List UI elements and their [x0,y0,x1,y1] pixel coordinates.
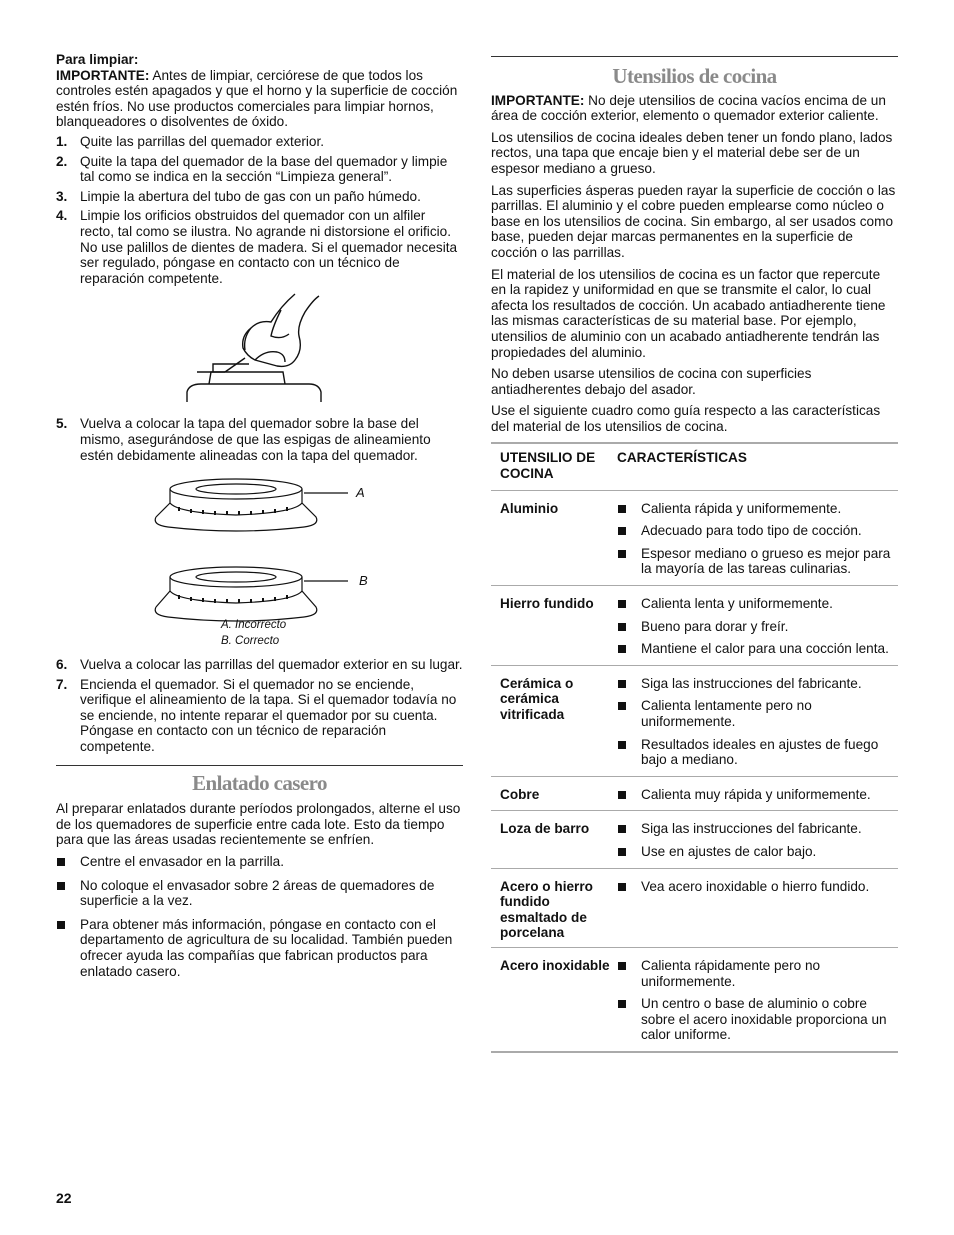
characteristics-list [617,879,898,895]
section-divider [491,56,898,57]
caption-b: B. Correcto [221,635,280,648]
step-text: Vuelva a colocar la tapa del quemador sobre la base del mismo, asegurándose de que las espigas de alineamiento estén debidamente alineadas con la tapa del quemador. [80,416,431,463]
characteristics-list [617,821,898,859]
figure-label-b: B [359,573,368,589]
cookware-paragraph: Los utensilios de cocina ideales deben tener un fondo plano, lados rectos, una tapa que encaje bien y el material debe ser de un espesor mediano a grueso. [491,129,893,176]
step-number: 3. [56,188,68,204]
cookware-paragraph: Use el siguiente cuadro como guía respecto a las características del material de los utensilios de cocina. [491,403,881,434]
canning-bullet-list [56,854,463,979]
list-item: Siga las instrucciones del fabricante. [617,676,898,692]
step-number: 7. [56,676,68,692]
table-row [491,665,898,776]
list-item: Espesor mediano o grueso es mejor para la mayoría de las tareas culinarias. [617,546,898,577]
list-item: Calienta muy rápida y uniformemente. [617,787,898,803]
step-item [56,657,463,673]
cleaning-important-note [56,68,463,130]
step-number: 4. [56,208,68,224]
utensil-name: Acero o hierro fundido esmaltado de porcelana [500,878,593,941]
characteristics-cell [617,821,898,861]
step-number: 5. [56,416,68,432]
cookware-section-title: Utensilios de cocina [612,64,777,88]
list-item: Adecuado para todo tipo de cocción. [617,523,898,539]
canning-section-title: Enlatado casero [192,770,327,795]
list-item: Un centro o base de aluminio o cobre sobre el acero inoxidable proporciona un calor uniforme. [617,996,898,1043]
step-text: Encienda el quemador. Si el quemador no se enciende, verifique el alineamiento de la tapa. Si el quemador todavía no se enciende, no intente reparar el quemador por su cuenta. Póngase en contacto con un técnico de reparación competente. [80,676,457,755]
list-item: Use en ajustes de calor bajo. [617,844,898,860]
list-item: Vea acero inoxidable o hierro fundido. [617,879,898,895]
step-text: Quite las parrillas del quemador exterior. [80,133,325,149]
table-header-row [491,444,898,490]
table-header-utensil: UTENSILIO DE COCINA [500,450,596,482]
cookware-table [491,442,898,1052]
cleaning-steps-final [56,657,463,755]
step-text: Quite la tapa del quemador de la base del quemador y limpie tal como se indica en la sección “Limpieza general”. [80,153,448,185]
step-number: 1. [56,133,68,149]
characteristics-cell [617,787,898,805]
cookware-important-note [491,93,898,124]
list-item: Calienta lenta y uniformemente. [617,596,898,612]
table-row [491,810,898,867]
step-item [56,416,463,463]
list-item: Calienta rápidamente pero no uniformemente. [617,958,898,989]
list-item: Mantiene el calor para una cocción lenta. [617,641,898,657]
page-number: 22 [56,1190,72,1206]
characteristics-cell [617,596,898,659]
canning-intro: Al preparar enlatados durante períodos prolongados, alterne el uso de los quemadores de superficie entre cada lote. Esto da tiempo para que las áreas usadas recientemente se enfríen. [56,801,461,848]
step-item [56,154,463,185]
step-number: 2. [56,153,68,169]
figure-captions [221,617,286,649]
step-item [56,189,463,205]
step-item [56,677,463,755]
step-item [56,208,463,286]
table-row [491,491,898,585]
utensil-name: Aluminio [500,500,559,516]
list-item: Centre el envasador en la parrilla. [56,854,463,870]
important-label: IMPORTANTE: [56,67,150,83]
step-number: 6. [56,657,68,673]
cookware-paragraph: Las superficies ásperas pueden rayar la superficie de cocción o las parrillas. El aluminio y el cobre pueden emplearse como núcleo o base en los utensilios de cocina. Sin embargo, al ser usados como base, pueden dejar marcas permanentes en la superficie de cocción o las parrillas. [491,182,896,260]
section-divider [56,765,463,766]
table-row [491,947,898,1051]
characteristics-list [617,787,898,803]
table-row [491,776,898,811]
table-header-characteristics: CARACTERÍSTICAS [617,450,747,466]
utensil-name: Hierro fundido [500,596,594,612]
important-text: Antes de limpiar, cerciórese de que todos los controles estén apagados y que el horno y la superficie de cocción estén fríos. No use productos comerciales para limpiar hornos, blanqueadores o disolventes de óxido. [56,67,458,130]
table-row [491,585,898,665]
characteristics-cell [617,676,898,770]
list-item: Calienta rápida y uniformemente. [617,501,898,517]
cookware-paragraph: El material de los utensilios de cocina es un factor que repercute en la rapidez y uniformidad en que se transmite el calor, lo cual afecta los resultados de cocción. Un acabado antiadherente tiene las mismas características de su material base. Por ejemplo, utensilios de aluminio con un acabado antiadherente tendrán las propiedades del aluminio. [491,266,886,360]
characteristics-list [617,596,898,657]
step-text: Vuelva a colocar las parrillas del quemador exterior en su lugar. [80,657,463,673]
right-column [491,56,898,1053]
list-item: Bueno para dorar y freír. [617,619,898,635]
list-item: Para obtener más información, póngase en contacto con el departamento de agricultura de su localidad. También pueden ofrecer ayuda las compañías que fabrican productos para enlatado casero. [56,917,463,979]
list-item: Resultados ideales en ajustes de fuego bajo a mediano. [617,737,898,768]
figure-label-a: A [356,485,365,501]
caption-a: A. Incorrecto [221,619,287,632]
cleaning-steps-continued [56,416,463,463]
burner-cap-figure [56,477,463,657]
important-text: No deje utensilios de cocina vacíos encima de un área de cocción exterior, elemento o quemador exterior caliente. [491,92,886,124]
step-text: Limpie los orificios obstruidos del quemador con un alfiler recto, tal como se ilustra. No agrande ni distorsione el orificio. No use palillos de dientes de madera. Si el quemador necesita ser regulado, póngase en contacto con un técnico de reparación competente. [80,208,458,286]
utensil-name: Cerámica o cerámica vitrificada [500,675,574,722]
utensil-name: Loza de barro [500,821,590,837]
list-item: Siga las instrucciones del fabricante. [617,821,898,837]
characteristics-cell [617,879,898,941]
left-column [56,52,463,987]
burner-cap-illustration [148,477,368,637]
utensil-name: Cobre [500,786,540,802]
characteristics-list [617,676,898,768]
utensil-name: Acero inoxidable [500,957,610,973]
cookware-paragraph: No deben usarse utensilios de cocina con superficies antiadherentes debajo del asador. [491,366,812,397]
table-body [491,491,898,1051]
list-item: Calienta lentamente pero no uniformemente. [617,698,898,729]
list-item: No coloque el envasador sobre 2 áreas de quemadores de superficie a la vez. [56,878,463,909]
cleaning-header: Para limpiar: [56,52,139,67]
hand-cleaning-burner-illustration [185,292,335,404]
table-row [491,868,898,947]
important-label: IMPORTANTE: [491,92,585,108]
cleaning-steps [56,134,463,286]
characteristics-list [617,958,898,1043]
characteristics-cell [617,501,898,579]
step-text: Limpie la abertura del tubo de gas con un paño húmedo. [80,188,421,204]
characteristics-list [617,501,898,577]
characteristics-cell [617,958,898,1045]
step-item [56,134,463,150]
